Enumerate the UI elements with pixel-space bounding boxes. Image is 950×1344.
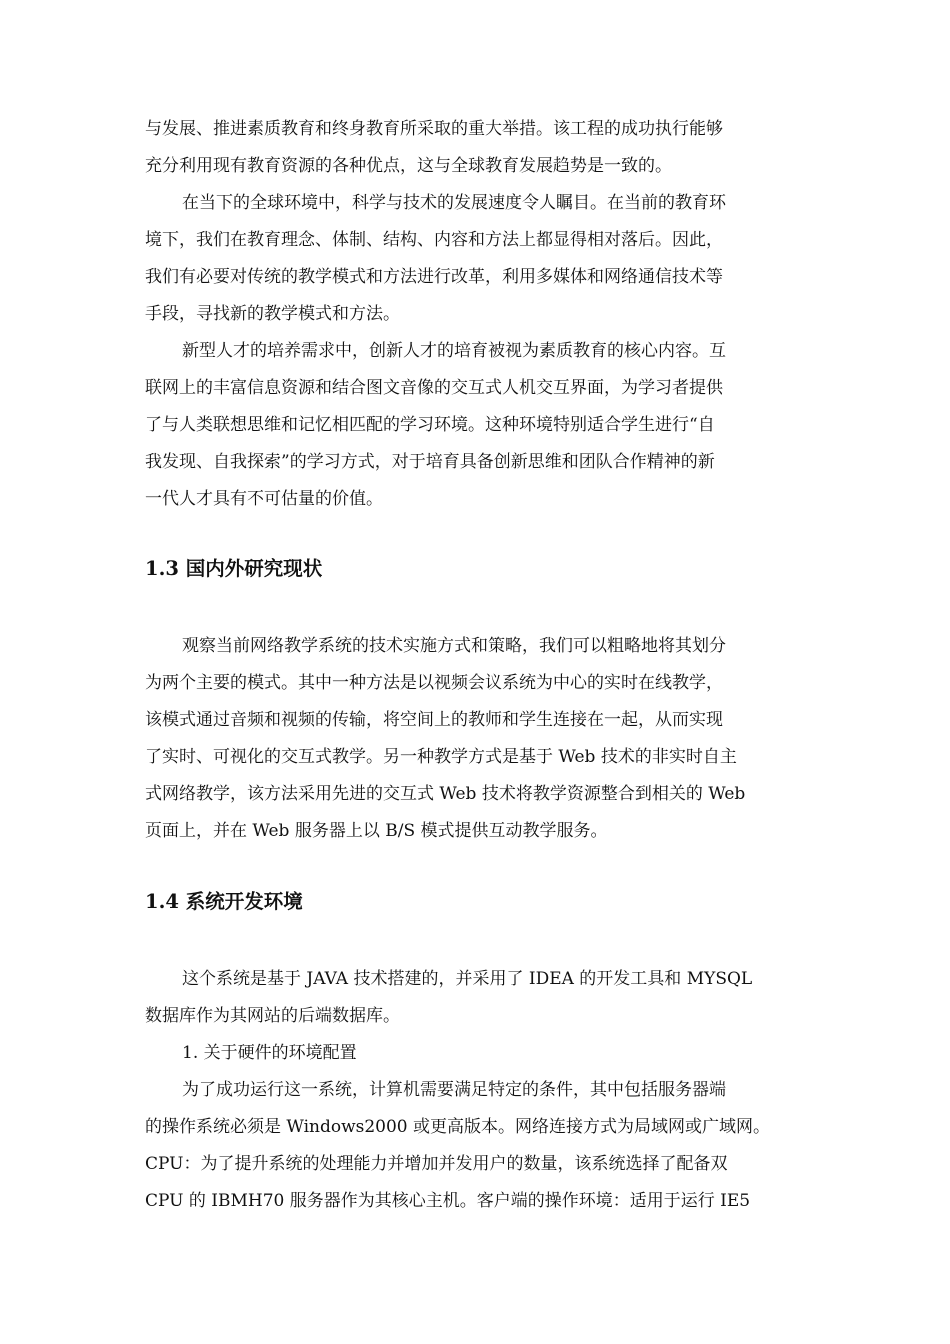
section-heading-1-3: 1.3 国内外研究现状 [145, 557, 323, 580]
text-line: 新型人才的培养需求中，创新人才的培育被视为素质教育的核心内容。互 [182, 341, 726, 361]
text-line: CPU 的 IBMH70 服务器作为其核心主机。客户端的操作环境：适用于运行 IE5 [145, 1191, 751, 1211]
text-line: 式网络教学，该方法采用先进的交互式 Web 技术将教学资源整合到相关的 Web [145, 784, 746, 804]
text-line: 联网上的丰富信息资源和结合图文音像的交互式人机交互界面，为学习者提供 [145, 378, 723, 398]
text-line: 为两个主要的模式。其中一种方法是以视频会议系统为中心的实时在线教学， [145, 673, 723, 693]
text-line: 观察当前网络教学系统的技术实施方式和策略，我们可以粗略地将其划分 [182, 636, 726, 656]
text-line: 一代人才具有不可估量的价值。 [145, 489, 383, 509]
text-line: 这个系统是基于 JAVA 技术搭建的，并采用了 IDEA 的开发工具和 MYSQL [182, 969, 753, 989]
text-line: 页面上，并在 Web 服务器上以 B/S 模式提供互动教学服务。 [145, 821, 608, 841]
text-line: 与发展、推进素质教育和终身教育所采取的重大举措。该工程的成功执行能够 [145, 119, 723, 139]
text-line: 充分利用现有教育资源的各种优点，这与全球教育发展趋势是一致的。 [145, 156, 672, 176]
text-line: 了与人类联想思维和记忆相匹配的学习环境。这种环境特别适合学生进行“自 [145, 415, 715, 435]
text-line: 我发现、自我探索”的学习方式，对于培育具备创新思维和团队合作精神的新 [145, 452, 715, 472]
text-line: 我们有必要对传统的教学模式和方法进行改革，利用多媒体和网络通信技术等 [145, 267, 723, 287]
text-line: 手段，寻找新的教学模式和方法。 [145, 304, 400, 324]
text-line: 的操作系统必须是 Windows2000 或更高版本。网络连接方式为局域网或广域网。 [145, 1117, 771, 1137]
text-line: 在当下的全球环境中，科学与技术的发展速度令人瞩目。在当前的教育环 [182, 193, 726, 213]
text-line: CPU：为了提升系统的处理能力并增加并发用户的数量，该系统选择了配备双 [145, 1154, 728, 1174]
text-line: 该模式通过音频和视频的传输，将空间上的教师和学生连接在一起，从而实现 [145, 710, 723, 730]
text-line: 了实时、可视化的交互式教学。另一种教学方式是基于 Web 技术的非实时自主 [145, 747, 737, 767]
text-line: 为了成功运行这一系统，计算机需要满足特定的条件，其中包括服务器端 [182, 1080, 726, 1100]
list-item-hardware: 1. 关于硬件的环境配置 [182, 1043, 357, 1063]
section-heading-1-4: 1.4 系统开发环境 [145, 890, 303, 913]
text-line: 数据库作为其网站的后端数据库。 [145, 1006, 400, 1026]
text-line: 境下，我们在教育理念、体制、结构、内容和方法上都显得相对落后。因此， [145, 230, 723, 250]
